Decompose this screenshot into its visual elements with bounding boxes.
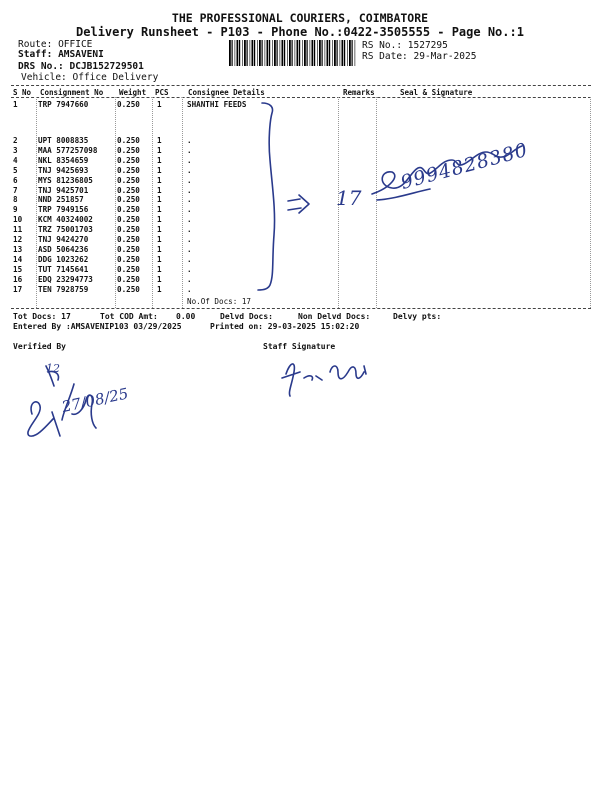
cell-sno: 13 — [13, 244, 23, 254]
cell-pcs: 1 — [157, 165, 162, 175]
cell-sno: 11 — [13, 225, 23, 235]
col-pcs: PCS — [155, 88, 169, 97]
cell-sno: 1 — [13, 100, 18, 109]
cell-consignee: . — [187, 284, 192, 294]
cell-pcs: 1 — [157, 155, 162, 165]
cell-consignee: SHANTHI FEEDS — [187, 100, 247, 109]
cell-pcs: 1 — [157, 235, 162, 244]
cell-consignee: . — [187, 185, 192, 195]
delivery-points-label: Delvy pts: — [393, 312, 442, 321]
cell-sno: 7 — [13, 185, 18, 195]
cell-consignee: . — [187, 215, 192, 225]
cell-weight: 0.250 — [117, 264, 140, 274]
cell-sno: 6 — [13, 175, 18, 185]
cell-weight: 0.250 — [117, 155, 140, 165]
rs-no-value: 1527295 — [407, 40, 448, 51]
cell-pcs: 1 — [157, 284, 162, 294]
col-weight: Weight — [119, 88, 147, 97]
cell-consignment: TRP 7947660 — [38, 100, 89, 109]
cell-weight: 0.250 — [117, 205, 140, 215]
cell-consignment: DDG 1023262 — [38, 254, 89, 264]
cell-weight: 0.250 — [117, 284, 140, 294]
cell-pcs: 1 — [157, 100, 162, 109]
handwritten-verifier-initial: 12 — [46, 362, 60, 375]
staff-value: AMSAVENI — [58, 49, 104, 60]
runsheet-subtitle: Delivery Runsheet - P103 - Phone No.:0422-3505555 - Page No.:1 — [76, 25, 524, 39]
handwritten-phone: 9994828380 — [398, 138, 531, 194]
cell-consignment: NND 251857 — [38, 195, 84, 205]
cell-consignee: . — [187, 136, 192, 145]
cell-sno: 4 — [13, 155, 18, 165]
rs-date-label: RS Date: — [362, 51, 408, 62]
non-delivered-docs-label: Non Delvd Docs: — [298, 312, 371, 321]
cell-weight: 0.250 — [117, 165, 140, 175]
col-seal-signature: Seal & Signature — [400, 88, 473, 97]
cell-weight: 0.250 — [117, 244, 140, 254]
cell-consignment: TNJ 9425693 — [38, 165, 89, 175]
cell-weight: 0.250 — [117, 215, 140, 225]
col-consignment: Consignment No — [40, 88, 104, 97]
cell-consignee: . — [187, 155, 192, 165]
cell-weight: 0.250 — [117, 225, 140, 235]
cell-pcs: 1 — [157, 205, 162, 215]
cell-consignment: TEN 7928759 — [38, 284, 89, 294]
cell-pcs: 1 — [157, 195, 162, 205]
cell-consignment: TNJ 9424270 — [38, 235, 89, 244]
cell-weight: 0.250 — [117, 145, 140, 155]
vehicle-label: Vehicle: — [21, 72, 67, 83]
cell-pcs: 1 — [157, 185, 162, 195]
cell-consignee: . — [187, 195, 192, 205]
cell-consignee: . — [187, 274, 192, 284]
entered-by: Entered By :AMSAVENIP103 03/29/2025 — [13, 322, 182, 331]
cell-consignment: TRZ 75001703 — [38, 225, 93, 235]
handwritten-count-text: 17 — [336, 186, 362, 210]
cell-weight: 0.250 — [117, 254, 140, 264]
cell-consignee: . — [187, 264, 192, 274]
col-remarks: Remarks — [343, 88, 375, 97]
cell-consignee: . — [187, 175, 192, 185]
col-consignee: Consignee Details — [188, 88, 265, 97]
handwritten-arrow — [288, 195, 309, 213]
cell-sno: 16 — [13, 274, 23, 284]
cell-consignment: EDQ 23294773 — [38, 274, 93, 284]
rs-no-label: RS No.: — [362, 40, 403, 51]
cell-pcs: 1 — [157, 215, 162, 225]
cell-sno: 2 — [13, 136, 18, 145]
cell-pcs: 1 — [157, 136, 162, 145]
cell-consignee: . — [187, 165, 192, 175]
cell-sno: 10 — [13, 215, 23, 225]
cell-sno: 9 — [13, 205, 18, 215]
cell-pcs: 1 — [157, 264, 162, 274]
cell-consignment: NKL 8354659 — [38, 155, 89, 165]
no-of-docs: No.Of Docs: 17 — [187, 297, 252, 306]
cell-pcs: 1 — [157, 225, 162, 235]
drs-value: DCJB152729501 — [69, 61, 144, 72]
handwritten-doc-count — [336, 186, 361, 210]
cell-sno: 3 — [13, 145, 18, 155]
cell-pcs: 1 — [157, 254, 162, 264]
cell-consignee: . — [187, 244, 192, 254]
cell-consignment: ASD 5064236 — [38, 244, 89, 254]
route-value: OFFICE — [58, 39, 93, 50]
route-label: Route: — [18, 39, 53, 50]
cell-sno: 12 — [13, 235, 23, 244]
cell-weight: 0.250 — [117, 195, 140, 205]
staff-label: Staff: — [18, 49, 53, 60]
cell-weight: 0.250 — [117, 274, 140, 284]
cell-consignment: TNJ 9425701 — [38, 185, 89, 195]
handwritten-verified-date: 27/08/25 — [60, 384, 130, 416]
cell-weight: 0.250 — [117, 136, 140, 145]
company-title: THE PROFESSIONAL COURIERS, COIMBATORE — [171, 11, 429, 25]
staff-signature-label: Staff Signature — [263, 342, 336, 351]
rs-date-value: 29-Mar-2025 — [413, 51, 477, 62]
cell-consignment: TUT 7145641 — [38, 264, 89, 274]
total-cod-value: 0.00 — [176, 312, 196, 321]
cell-pcs: 1 — [157, 244, 162, 254]
total-cod-label: Tot COD Amt: — [100, 312, 158, 321]
cell-consignee: . — [187, 205, 192, 215]
drs-label: DRS No.: — [18, 61, 64, 72]
cell-sno: 15 — [13, 264, 23, 274]
cell-weight: 0.250 — [117, 100, 140, 109]
cell-sno: 8 — [13, 195, 18, 205]
handwritten-bracket — [258, 103, 275, 290]
cell-consignee: . — [187, 145, 192, 155]
cell-weight: 0.250 — [117, 185, 140, 195]
col-sno: S No — [13, 88, 32, 97]
printed-on: Printed on: 29-03-2025 15:02:20 — [210, 322, 360, 331]
cell-weight: 0.250 — [117, 175, 140, 185]
cell-sno: 5 — [13, 165, 18, 175]
cell-pcs: 1 — [157, 145, 162, 155]
cell-consignment: KCM 40324002 — [38, 215, 93, 225]
verified-by-label: Verified By — [13, 342, 66, 351]
cell-sno: 17 — [13, 284, 23, 294]
cell-consignment: MAA 577257098 — [38, 145, 98, 155]
staff-signature — [282, 364, 366, 396]
cell-consignment: MYS 81236805 — [38, 175, 93, 185]
cell-pcs: 1 — [157, 175, 162, 185]
cell-consignment: TRP 7949156 — [38, 205, 89, 215]
cell-consignee: . — [187, 225, 192, 235]
cell-consignee: . — [187, 254, 192, 264]
delivered-docs-label: Delvd Docs: — [220, 312, 273, 321]
cell-pcs: 1 — [157, 274, 162, 284]
total-docs: Tot Docs: 17 — [13, 312, 71, 321]
cell-consignment: UPT 8008835 — [38, 136, 89, 145]
cell-weight: 0.250 — [117, 235, 140, 244]
cell-consignee: . — [187, 235, 192, 244]
cell-sno: 14 — [13, 254, 23, 264]
vehicle-value: Office Delivery — [72, 72, 159, 83]
